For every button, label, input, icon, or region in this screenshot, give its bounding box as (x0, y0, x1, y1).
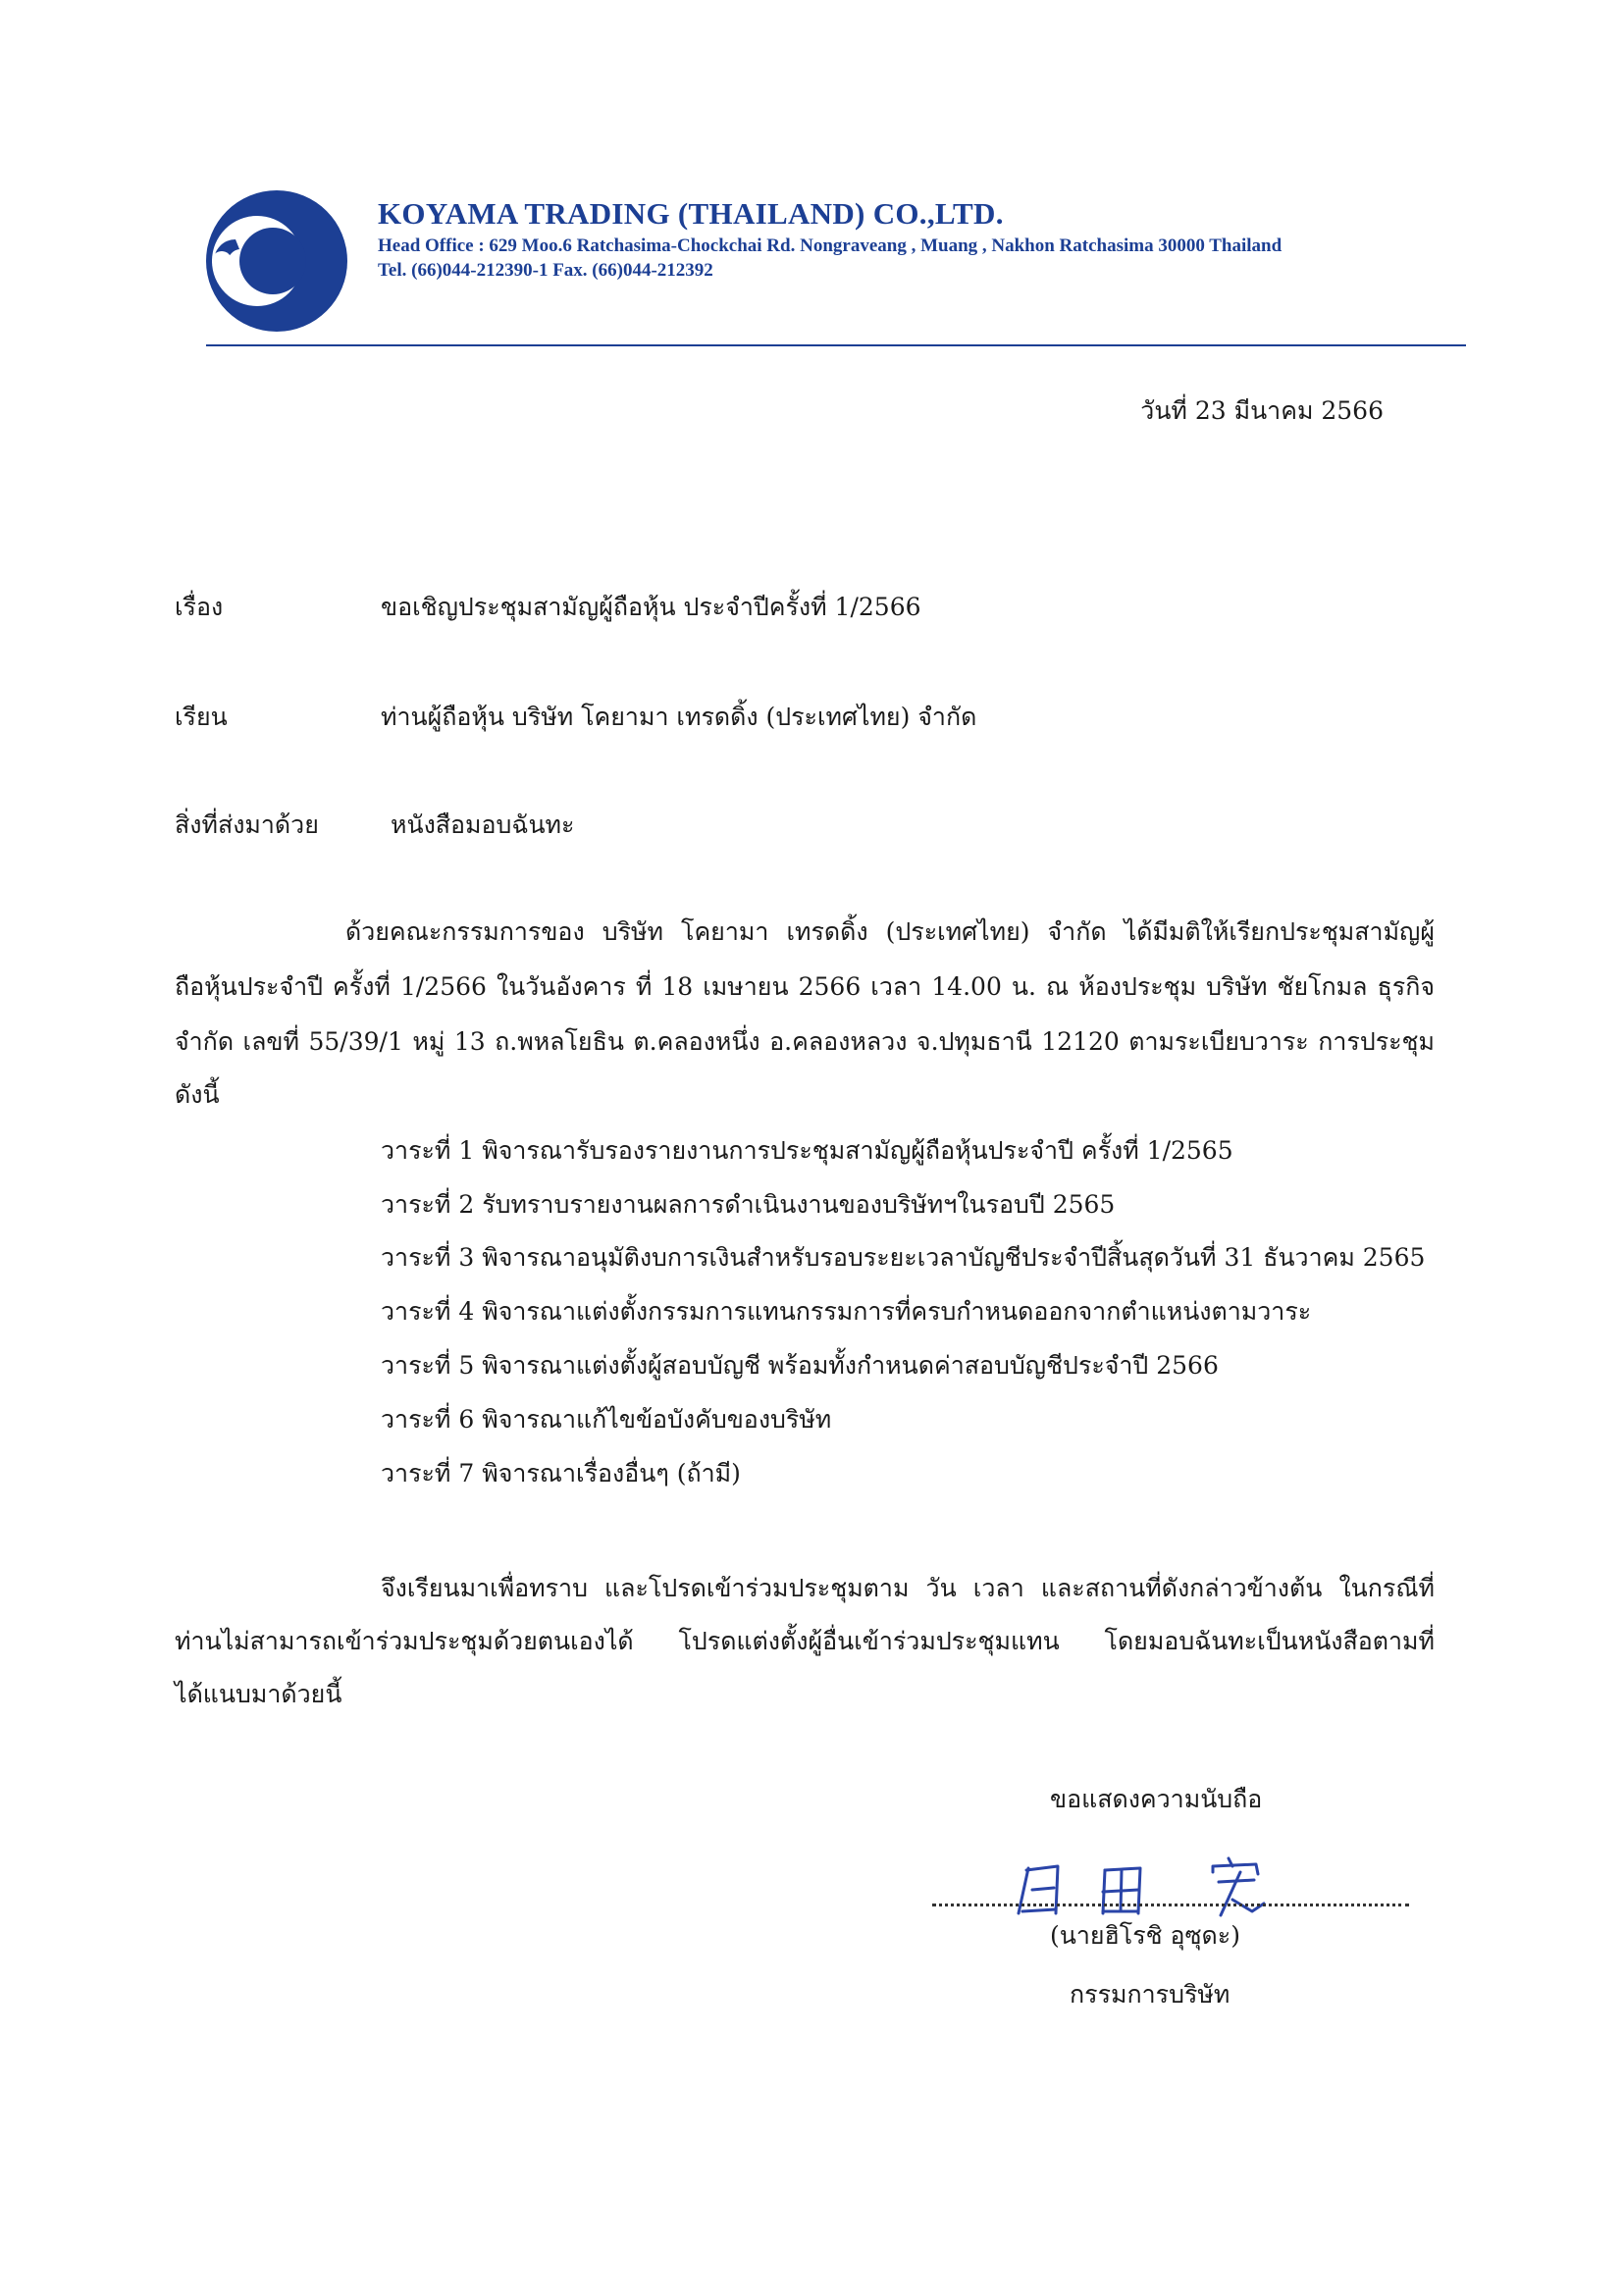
letterhead-divider (206, 344, 1466, 346)
signature-line (932, 1904, 1409, 1906)
agenda-item: วาระที่ 6 พิจารณาแก้ไขข้อบังคับของบริษัท (381, 1405, 832, 1434)
handwritten-signature (1011, 1852, 1305, 1921)
closing-line: ได้แนบมาด้วยนี้ (175, 1680, 342, 1708)
letter-date: วันที่ 23 มีนาคม 2566 (1140, 396, 1384, 425)
agenda-item: วาระที่ 3 พิจารณาอนุมัติงบการเงินสำหรับรอบระยะเวลาบัญชีประจำปีสิ้นสุดวันที่ 31 ธันวาคม 2565 (381, 1243, 1426, 1272)
subject-label: เรื่อง (175, 593, 224, 621)
recipient-value: ท่านผู้ถือหุ้น บริษัท โคยามา เทรดดิ้ง (ประเทศไทย) จำกัด (381, 703, 977, 731)
intro-line: จำกัด เลขที่ 55/39/1 หมู่ 13 ถ.พหลโยธิน ต.คลองหนึ่ง อ.คลองหลวง จ.ปทุมธานี 12120 ตามระเบียบวาระ การประชุม (175, 1027, 1435, 1056)
agenda-item: วาระที่ 1 พิจารณารับรองรายงานการประชุมสามัญผู้ถือหุ้นประจำปี ครั้งที่ 1/2565 (381, 1136, 1233, 1165)
closing-line: จึงเรียนมาเพื่อทราบ และโปรดเข้าร่วมประชุมตาม วัน เวลา และสถานที่ดังกล่าวข้างต้น ในกรณีที่ (381, 1574, 1435, 1602)
subject-value: ขอเชิญประชุมสามัญผู้ถือหุ้น ประจำปีครั้งที่ 1/2566 (381, 593, 921, 621)
enclosure-label: สิ่งที่ส่งมาด้วย (175, 810, 319, 839)
closing-line: ท่านไม่สามารถเข้าร่วมประชุมด้วยตนเองได้ โปรดแต่งตั้งผู้อื่นเข้าร่วมประชุมแทน โดยมอบฉันทะเป็นหนังสือตามที่ (175, 1627, 1435, 1655)
company-name: KOYAMA TRADING (THAILAND) CO.,LTD. (378, 196, 1004, 231)
signer-name: (นายฮิโรชิ อุซุดะ) (1050, 1921, 1240, 1950)
enclosure-value: หนังสือมอบฉันทะ (391, 810, 575, 839)
agenda-item: วาระที่ 5 พิจารณาแต่งตั้งผู้สอบบัญชี พร้อมทั้งกำหนดค่าสอบบัญชีประจำปี 2566 (381, 1351, 1219, 1380)
company-address: Head Office : 629 Moo.6 Ratchasima-Chockchai Rd. Nongraveang , Muang , Nakhon Ratchasima 30000 Thailand (378, 235, 1283, 256)
signer-title: กรรมการบริษัท (1070, 1980, 1230, 2009)
company-contact: Tel. (66)044-212390-1 Fax. (66)044-212392 (378, 260, 713, 281)
regards-text: ขอแสดงความนับถือ (1050, 1785, 1263, 1813)
intro-line: ถือหุ้นประจำปี ครั้งที่ 1/2566 ในวันอังคาร ที่ 18 เมษายน 2566 เวลา 14.00 น. ณ ห้องประชุม บริษัท ชัยโกมล ธุรกิจ (175, 972, 1435, 1001)
intro-line: ดังนี้ (175, 1080, 220, 1109)
intro-line: ด้วยคณะกรรมการของ บริษัท โคยามา เทรดดิ้ง (ประเทศไทย) จำกัด ได้มีมติให้เรียกประชุมสามัญผู้ (345, 917, 1435, 946)
agenda-item: วาระที่ 7 พิจารณาเรื่องอื่นๆ (ถ้ามี) (381, 1459, 741, 1487)
recipient-label: เรียน (175, 703, 228, 731)
agenda-item: วาระที่ 2 รับทราบรายงานผลการดำเนินงานของบริษัทฯในรอบปี 2565 (381, 1190, 1116, 1219)
agenda-item: วาระที่ 4 พิจารณาแต่งตั้งกรรมการแทนกรรมการที่ครบกำหนดออกจากตำแหน่งตามวาระ (381, 1297, 1312, 1326)
koyama-crescent-logo (200, 188, 347, 334)
